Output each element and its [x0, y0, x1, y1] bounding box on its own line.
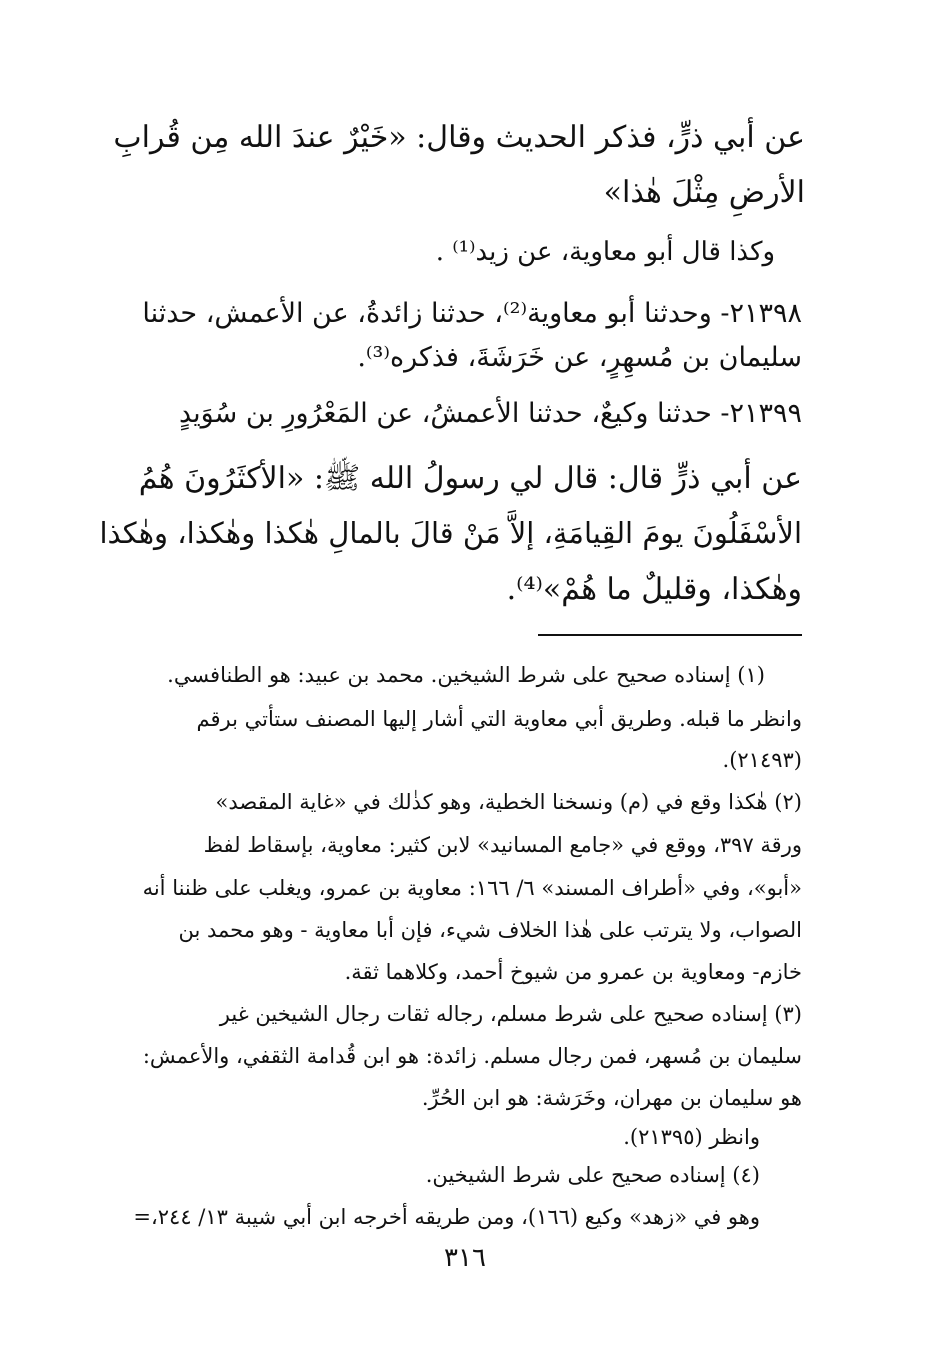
footnote-line: (١) إسناده صحيح على شرط الشيخين. محمد بن عبيد: هو الطنافسي. [167, 663, 765, 687]
footnote-line: خازم- ومعاوية بن عمرو من شيوخ أحمد، وكلاهما ثقة. [344, 960, 802, 984]
main-text-line: الأرضِ مِثْلَ هٰذا» [603, 175, 805, 210]
main-text-line: ٢١٣٩٨- وحدثنا أبو معاوية⁽²⁾، حدثنا زائدةُ، عن الأعمش، حدثنا [142, 298, 802, 329]
footnote-line: الصواب، ولا يترتب على هٰذا الخلاف شيء، فإن أبا معاوية - وهو محمد بن [178, 918, 802, 942]
footnote-line: «أبو»، وفي «أطراف المسند» ٦/ ١٦٦: معاوية بن عمرو، ويغلب على ظننا أنه [142, 876, 802, 900]
main-text-line: الأسْفَلُونَ يومَ القِيامَةِ، إلاَّ مَنْ قالَ بالمالِ هٰكذا وهٰكذا، وهٰكذا [99, 516, 802, 550]
main-text-line: عن أبي ذرٍّ، فذكر الحديث وقال: «خَيْرٌ عندَ الله مِن قُرابِ [113, 120, 805, 155]
footnote-line: وهو في «زهد» وكيع (١٦٦)، ومن طريقه أخرجه ابن أبي شيبة ١٣/ ٢٤٤،= [133, 1205, 760, 1229]
main-text-line: ٢١٣٩٩- حدثنا وكيعٌ، حدثنا الأعمشُ، عن المَعْرُورِ بن سُوَيدٍ [178, 398, 802, 429]
footnote-line: هو سليمان بن مهران، وخَرَشة: هو ابن الحُرِّ. [421, 1086, 802, 1110]
footnote-separator [538, 634, 802, 636]
footnote-line: ورقة ٣٩٧، ووقع في «جامع المسانيد» لابن كثير: معاوية، بإسقاط لفظ [203, 833, 802, 857]
footnote-line: (٢) هٰكذا وقع في (م) ونسخنا الخطية، وهو كذٰلك في «غاية المقصد» [215, 790, 802, 814]
footnote-line: (٣) إسناده صحيح على شرط مسلم، رجاله ثقات رجال الشيخين غير [219, 1002, 802, 1026]
footnote-line: وانظر (٢١٣٩٥). [623, 1125, 760, 1149]
footnote-line: (٢١٤٩٣). [722, 748, 802, 772]
main-text-line: وهٰكذا، وقليلٌ ما هُمْ»⁽⁴⁾. [506, 572, 802, 607]
footnote-line: (٤) إسناده صحيح على شرط الشيخين. [425, 1163, 760, 1187]
main-text-line: وكذا قال أبو معاوية، عن زيد⁽¹⁾ . [435, 237, 775, 267]
page-number: ٣١٦ [444, 1243, 486, 1273]
footnote-line: وانظر ما قبله. وطريق أبي معاوية التي أشار إليها المصنف ستأتي برقم [196, 707, 802, 731]
main-text-line: سليمان بن مُسهِرٍ، عن خَرَشَةَ، فذكره⁽³⁾. [357, 342, 802, 373]
main-text-line: عن أبي ذرٍّ قال: قال لي رسولُ الله ﷺ: «الأكثَرُونَ هُمُ [138, 461, 802, 496]
footnote-line: سليمان بن مُسهر، فمن رجال مسلم. زائدة: هو ابن قُدامة الثقفي، والأعمش: [142, 1044, 802, 1068]
